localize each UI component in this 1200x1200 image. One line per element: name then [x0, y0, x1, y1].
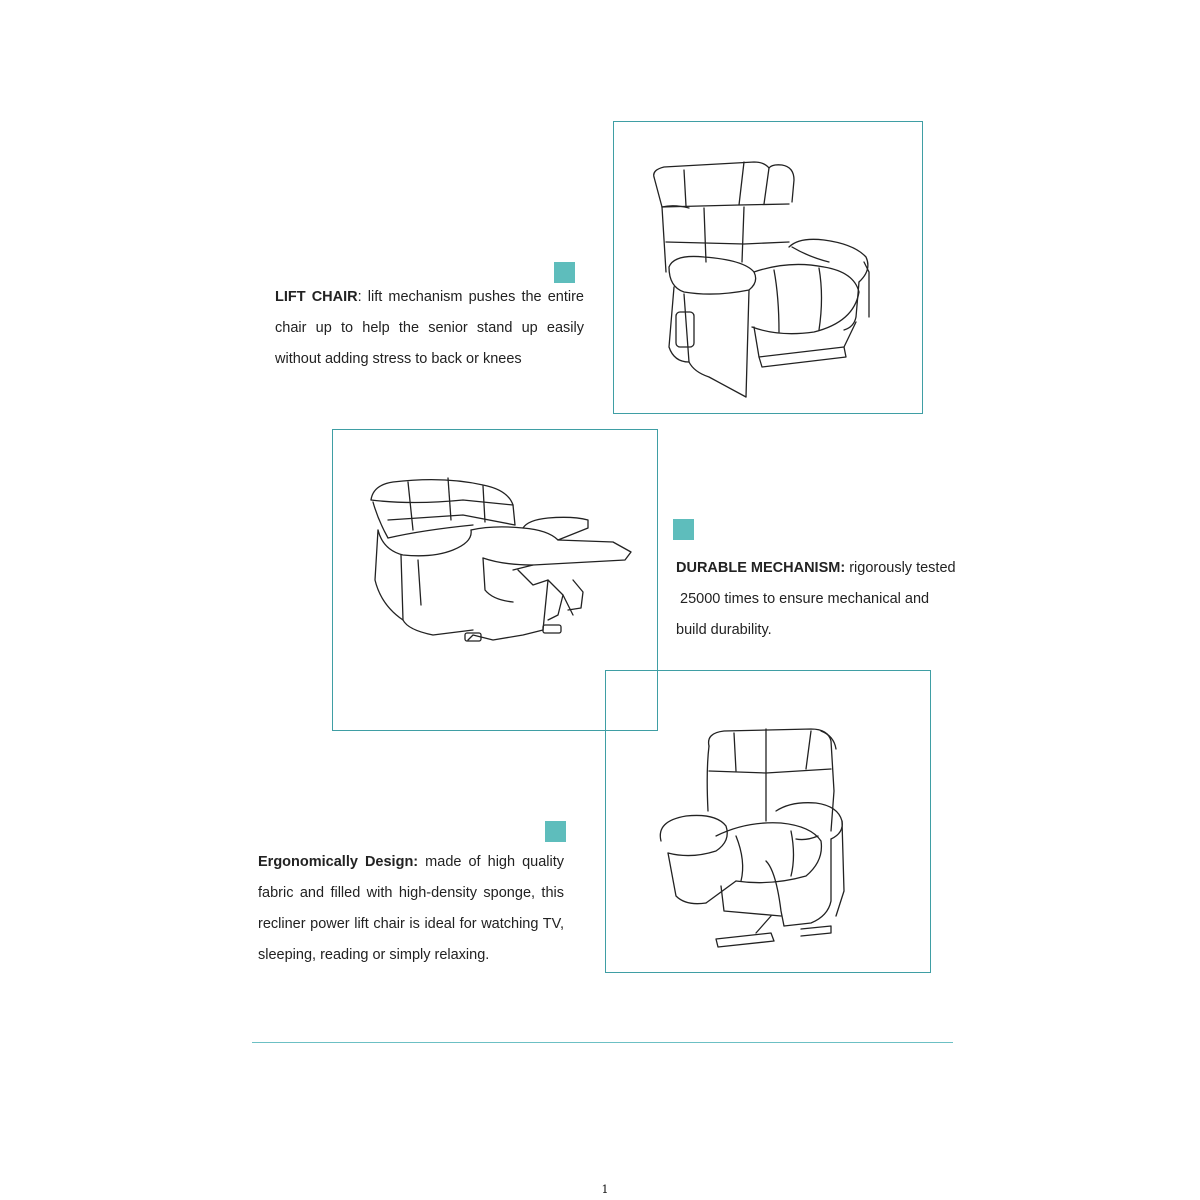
lift-chair-illustration-icon: [614, 122, 924, 415]
lift-chair-description: [275, 282, 584, 375]
raised-lift-chair-image-frame: [605, 670, 931, 973]
section-marker-lift: [554, 262, 575, 283]
lift-chair-body: lift mechanism pushes the entire chair up to help the senior stand up easily without adding stress to back or knees: [275, 289, 584, 367]
lift-chair-image-frame: [613, 121, 923, 414]
ergonomic-design-heading: Ergonomically Design:: [258, 854, 419, 870]
lift-chair-heading: LIFT CHAIR: [275, 289, 358, 305]
raised-lift-chair-illustration-icon: [606, 671, 932, 974]
ergonomic-design-body: made of high quality fabric and filled with high-density sponge, this recliner power lift chair is ideal for watching TV, sleeping, reading or simply relaxing.: [258, 854, 564, 963]
durable-mechanism-description: [676, 553, 966, 646]
durable-line-2: 25000 times to ensure mechanical and: [676, 591, 930, 607]
footer-divider: [252, 1042, 953, 1043]
durable-body-1: rigorously tested: [845, 560, 956, 576]
lift-chair-separator: :: [357, 289, 362, 305]
section-marker-ergonomic: [545, 821, 566, 842]
page-number: 1: [601, 1183, 609, 1196]
durable-line-3: build durability.: [676, 622, 772, 638]
ergonomic-design-description: [258, 847, 564, 971]
durable-line-1: [676, 553, 966, 584]
section-marker-durable: [673, 519, 694, 540]
durable-mechanism-heading: DURABLE MECHANISM:: [676, 560, 846, 576]
